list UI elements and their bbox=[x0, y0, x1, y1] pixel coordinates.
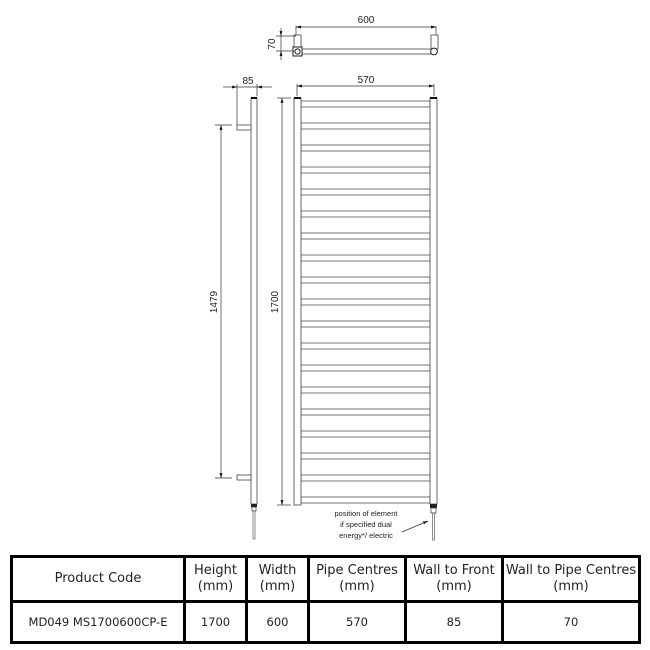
element-note-line2: if specified dual bbox=[340, 520, 392, 529]
element-note-line3: energy*/ electric bbox=[339, 531, 393, 540]
top-width-label: 600 bbox=[357, 15, 375, 26]
header-width: Width (mm) bbox=[247, 557, 309, 602]
towel-rail bbox=[301, 365, 430, 371]
header-wall-to-front: Wall to Front (mm) bbox=[406, 557, 503, 602]
towel-rail bbox=[301, 453, 430, 459]
header-wall-to-pipe-centres: Wall to Pipe Centres (mm) bbox=[503, 557, 640, 602]
towel-rail bbox=[301, 475, 430, 481]
towel-rail bbox=[301, 409, 430, 415]
towel-rail bbox=[301, 431, 430, 437]
towel-rail bbox=[301, 101, 430, 107]
element-note-line1: position of element bbox=[334, 509, 398, 518]
towel-rail bbox=[301, 211, 430, 217]
side-wall-to-front-label: 85 bbox=[242, 76, 254, 87]
header-pipe-centres: Pipe Centres (mm) bbox=[309, 557, 406, 602]
towel-rail bbox=[301, 299, 430, 305]
cell-wall-to-pipe-centres: 70 bbox=[503, 602, 640, 643]
header-product-code: Product Code bbox=[12, 557, 185, 602]
towel-rail bbox=[301, 321, 430, 327]
cell-product-code: MD049 MS1700600CP-E bbox=[12, 602, 185, 643]
towel-rail bbox=[301, 387, 430, 393]
front-pipe-centres-label: 570 bbox=[357, 75, 375, 86]
cell-width: 600 bbox=[247, 602, 309, 643]
towel-rail bbox=[301, 343, 430, 349]
table-header-row bbox=[12, 557, 640, 602]
top-view bbox=[267, 15, 438, 60]
cell-pipe-centres: 570 bbox=[309, 602, 406, 643]
towel-rail bbox=[301, 497, 430, 503]
towel-rail bbox=[301, 277, 430, 283]
towel-rails bbox=[301, 101, 430, 503]
table-row bbox=[12, 602, 640, 643]
towel-rail bbox=[301, 255, 430, 261]
towel-rail bbox=[301, 123, 430, 129]
side-bracket-centres-label: 1479 bbox=[209, 290, 220, 314]
towel-rail bbox=[301, 233, 430, 239]
cell-wall-to-front: 85 bbox=[406, 602, 503, 643]
specification-table bbox=[10, 555, 641, 644]
towel-rail bbox=[301, 167, 430, 173]
towel-rail bbox=[301, 145, 430, 151]
side-view bbox=[209, 76, 291, 539]
front-view bbox=[294, 75, 437, 540]
towel-rail bbox=[301, 189, 430, 195]
cell-height: 1700 bbox=[185, 602, 247, 643]
side-height-label: 1700 bbox=[270, 290, 281, 314]
top-depth-label: 70 bbox=[267, 38, 278, 50]
header-height: Height (mm) bbox=[185, 557, 247, 602]
